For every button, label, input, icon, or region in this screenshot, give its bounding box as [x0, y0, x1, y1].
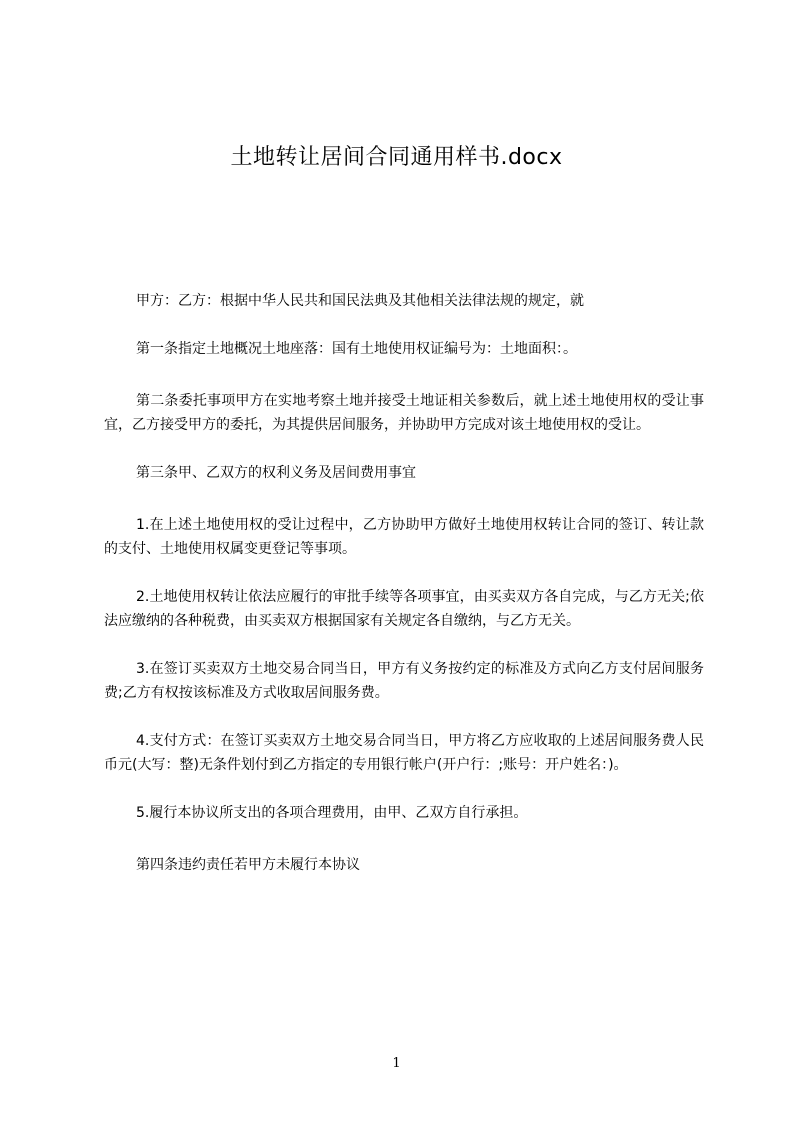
- paragraph-article-3: 第三条甲、乙双方的权利义务及居间费用事宜: [136, 465, 416, 481]
- paragraph-item-1: 1.在上述土地使用权的受让过程中，乙方协助甲方做好土地使用权转让合同的签订、转让款的支付、土地使用权属变更登记等事项。: [104, 517, 704, 557]
- paragraph-article-4: 第四条违约责任若甲方未履行本协议: [136, 857, 360, 873]
- document-title: 土地转让居间合同通用样书.docx: [230, 145, 563, 170]
- paragraph-item-5: 5.履行本协议所支出的各项合理费用，由甲、乙双方自行承担。: [136, 805, 528, 821]
- paragraph-item-4: 4.支付方式：在签订买卖双方土地交易合同当日，甲方将乙方应收取的上述居间服务费人民币元(大写：整)无条件划付到乙方指定的专用银行帐户(开户行：;账号：开户姓名：)。: [104, 733, 704, 773]
- paragraph-article-2: 第二条委托事项甲方在实地考察土地并接受土地证相关参数后，就上述土地使用权的受让事宜，乙方接受甲方的委托，为其提供居间服务，并协助甲方完成对该土地使用权的受让。: [104, 393, 704, 433]
- page-number: 1: [392, 1056, 401, 1071]
- paragraph-article-1: 第一条指定土地概况土地座落：国有土地使用权证编号为：土地面积：。: [136, 341, 577, 357]
- paragraph-parties: 甲方：乙方：根据中华人民共和国民法典及其他相关法律法规的规定，就: [136, 293, 584, 309]
- paragraph-item-3: 3.在签订买卖双方土地交易合同当日，甲方有义务按约定的标准及方式向乙方支付居间服务费;乙方有权按该标准及方式收取居间服务费。: [104, 661, 704, 701]
- paragraph-item-2: 2.土地使用权转让依法应履行的审批手续等各项事宜，由买卖双方各自完成，与乙方无关;依法应缴纳的各种税费，由买卖双方根据国家有关规定各自缴纳，与乙方无关。: [104, 589, 704, 629]
- document-body: [104, 289, 704, 901]
